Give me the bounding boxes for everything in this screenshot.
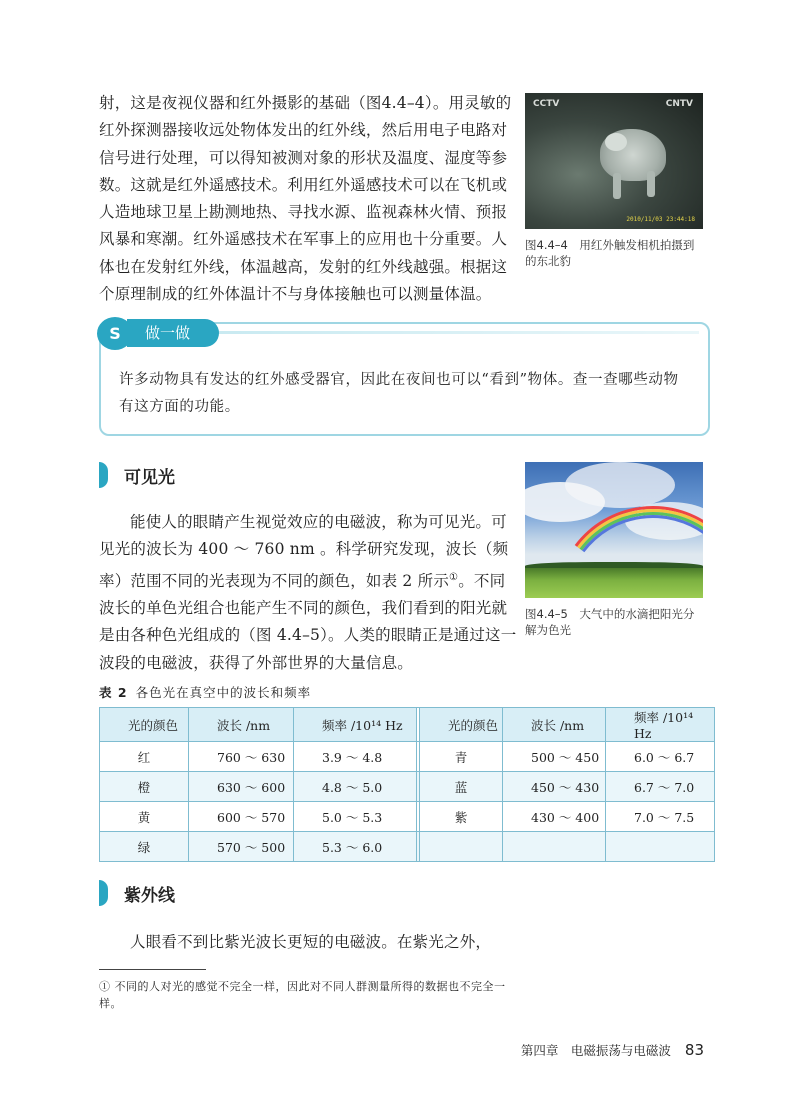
visible-light-text (99, 509, 519, 677)
section-heading-visible-light (99, 462, 175, 488)
cell-frequency: 6.0 ～ 6.7 (606, 742, 715, 772)
footnote: ① 不同的人对光的感觉不完全一样，因此对不同人群测量所得的数据也不完全一样。 (99, 980, 506, 1010)
table-row (100, 802, 715, 832)
activity-tab (97, 317, 697, 350)
section-title: 紫外线 (124, 885, 175, 906)
header-wavelength: 波长 /nm (503, 708, 606, 742)
intro-text: 射，这是夜视仪器和红外摄影的基础（图4.4–4）。用灵敏的红外探测器接收远处物体发出的红外线，然后用电子电路对信号进行处理，可以得知被测对象的形状及温度、湿度等参数。这就是红外遥感技术。利用红外遥感技术可以在飞机或人造地球卫星上勘测地热、寻找水源、监视森林火情、预报风暴和寒潮。红外遥感技术在军事上的应用也十分重要。人体也在发射红外线，体温越高，发射的红外线越强。根据这个原理制成的红外体温计不与身体接触也可以测量体温。 (99, 94, 512, 304)
page-number: 83 (684, 1041, 704, 1059)
table-caption (99, 683, 311, 701)
visible-light-paragraph (99, 509, 519, 677)
cell-wavelength: 600 ～ 570 (189, 802, 294, 832)
cloud-shape (565, 462, 675, 508)
cell-frequency: 4.8 ～ 5.0 (294, 772, 417, 802)
photo-timestamp: 2010/11/03 23:44:18 (626, 216, 695, 223)
section-heading-ultraviolet (99, 880, 175, 906)
visible-text-part1: 能使人的眼睛产生视觉效应的电磁波，称为可见光。可见光的波长为 400 ～ 760 nm 。科学研究发现，波长（频率）范围不同的光表现为不同的颜色，如表 2 所示 (99, 513, 509, 590)
cell-frequency: 7.0 ～ 7.5 (606, 802, 715, 832)
cell-frequency: 6.7 ～ 7.0 (606, 772, 715, 802)
header-frequency: 频率 /10¹⁴ Hz (606, 708, 715, 742)
section-marker-icon (99, 880, 108, 906)
figure-rainbow (525, 462, 703, 638)
table-title: 各色光在真空中的波长和频率 (135, 685, 312, 700)
activity-label: 做一做 (127, 319, 219, 347)
cell-wavelength: 570 ～ 500 (189, 832, 294, 862)
cell-color: 蓝 (420, 772, 503, 802)
wavelength-frequency-table (99, 707, 715, 862)
header-wavelength: 波长 /nm (189, 708, 294, 742)
cell-color: 青 (420, 742, 503, 772)
table-header-row (100, 708, 715, 742)
photo-logo-right: CNTV (665, 99, 693, 109)
activity-tab-line (217, 331, 699, 334)
rainbow-photo (525, 462, 703, 598)
section-marker-icon (99, 462, 108, 488)
cell-wavelength (503, 832, 606, 862)
cell-color: 紫 (420, 802, 503, 832)
ultraviolet-text: 人眼看不到比紫光波长更短的电磁波。在紫光之外， (130, 933, 492, 951)
table-row (100, 832, 715, 862)
section-title: 可见光 (124, 467, 175, 488)
activity-hand-icon (97, 317, 133, 350)
figure-leopard (525, 93, 703, 269)
activity-badge-glyph: S (109, 324, 121, 343)
table-row (100, 772, 715, 802)
header-color: 光的颜色 (420, 708, 503, 742)
leopard-night-photo (525, 93, 703, 229)
visible-text-part2: 。不同波长的单色光组合也能产生不同的颜色，我们看到的阳光就是由各种色光组成的（图 4.4–5）。人类的眼睛正是通过这一波段的电磁波，获得了外部世界的大量信息。 (99, 571, 517, 672)
cell-color: 绿 (100, 832, 189, 862)
cell-frequency (606, 832, 715, 862)
cell-color: 黄 (100, 802, 189, 832)
footnote-mark[interactable]: ① (449, 571, 459, 583)
figure-caption-45: 图4.4–5 大气中的水滴把阳光分解为色光 (525, 607, 695, 637)
header-frequency: 频率 /10¹⁴ Hz (294, 708, 417, 742)
leopard-leg-shape (647, 171, 655, 197)
cell-color: 橙 (100, 772, 189, 802)
cell-wavelength: 630 ～ 600 (189, 772, 294, 802)
cell-wavelength: 500 ～ 450 (503, 742, 606, 772)
photo-logo-left: CCTV (533, 99, 560, 109)
chapter-title: 第四章 电磁振荡与电磁波 (520, 1043, 671, 1058)
cell-color (420, 832, 503, 862)
leopard-leg-shape (613, 173, 621, 199)
table-label: 表 2 (99, 685, 128, 700)
cell-frequency: 3.9 ～ 4.8 (294, 742, 417, 772)
cell-wavelength: 430 ～ 400 (503, 802, 606, 832)
cell-wavelength: 450 ～ 430 (503, 772, 606, 802)
cell-frequency: 5.0 ～ 5.3 (294, 802, 417, 832)
grass-field (525, 568, 703, 598)
header-color: 光的颜色 (100, 708, 189, 742)
activity-box (99, 322, 710, 436)
page-footer (521, 1041, 704, 1059)
leopard-head-shape (605, 133, 627, 151)
footnote-divider (99, 969, 206, 970)
cell-frequency: 5.3 ～ 6.0 (294, 832, 417, 862)
table-row (100, 742, 715, 772)
cell-color: 红 (100, 742, 189, 772)
activity-text: 许多动物具有发达的红外感受器官，因此在夜间也可以“看到”物体。查一查哪些动物有这方面的功能。 (119, 372, 679, 415)
ultraviolet-paragraph (99, 929, 519, 956)
cell-wavelength: 760 ～ 630 (189, 742, 294, 772)
intro-paragraph (99, 90, 519, 308)
figure-caption-44: 图4.4–4 用红外触发相机拍摄到的东北豹 (525, 238, 695, 268)
